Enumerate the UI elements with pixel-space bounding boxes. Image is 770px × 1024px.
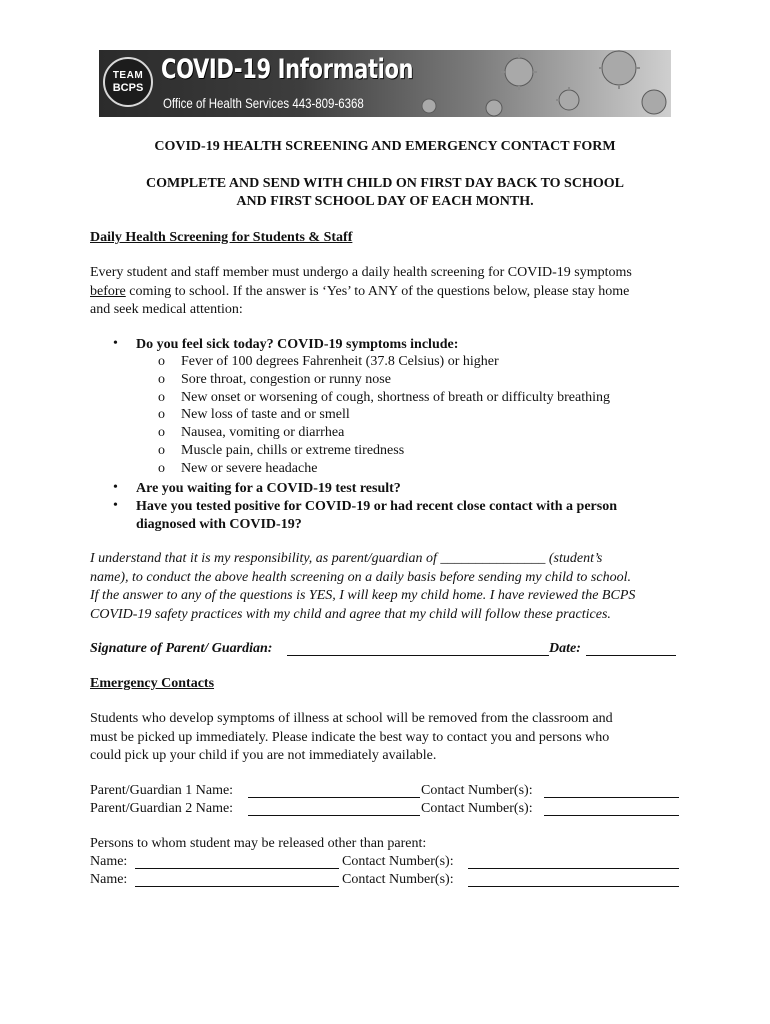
statement-line-3: If the answer to any of the questions is YES, I will keep my child home. I have reviewed the BCPS [90, 588, 636, 603]
intro-line-3: and seek medical attention: [90, 302, 243, 317]
bullet-icon: • [113, 480, 118, 495]
form-title: COVID-19 HEALTH SCREENING AND EMERGENCY CONTACT FORM [154, 139, 616, 154]
instruction-line-1: COMPLETE AND SEND WITH CHILD ON FIRST DAY BACK TO SCHOOL [146, 176, 624, 191]
sub-bullet-icon: o [158, 425, 165, 440]
other-person-2-contact-field[interactable] [468, 874, 679, 887]
intro-line-1: Every student and staff member must undergo a daily health screening for COVID-19 symptoms [90, 265, 632, 280]
other-person-1-name-label: Name: [90, 854, 128, 869]
symptom-item: New or severe headache [181, 461, 318, 476]
sub-bullet-icon: o [158, 372, 165, 387]
banner-subtitle: Office of Health Services 443-809-6368 [163, 95, 364, 111]
statement-line-4: COVID-19 safety practices with my child and agree that my child will follow these practices. [90, 606, 611, 622]
other-person-2-name-label: Name: [90, 872, 128, 887]
screening-intro [90, 264, 690, 320]
symptom-item: Nausea, vomiting or diarrhea [181, 425, 345, 440]
sub-bullet-icon: o [158, 407, 165, 422]
emergency-heading: Emergency Contacts [90, 676, 215, 691]
question-sick-today: Do you feel sick today? COVID-19 symptoms include: [136, 337, 459, 352]
logo-line-1: TEAM [112, 69, 144, 81]
date-field[interactable] [586, 643, 676, 656]
bullet-icon: • [113, 498, 118, 513]
sub-bullet-icon: o [158, 354, 165, 369]
intro-line-2-rest: coming to school. If the answer is ‘Yes’ to ANY of the questions below, please stay home [125, 283, 630, 299]
emergency-line-2: must be picked up immediately. Please indicate the best way to contact you and persons who [90, 729, 610, 745]
statement-line-1-post: (student’s [545, 551, 603, 566]
other-person-2-name-field[interactable] [135, 874, 339, 887]
question-tested-positive-line-2: diagnosed with COVID-19? [136, 517, 302, 532]
emergency-line-3: could pick up your child if you are not immediately available. [90, 748, 437, 763]
other-person-2-contact-label: Contact Number(s): [342, 872, 454, 887]
date-label: Date: [549, 641, 581, 656]
signature-field[interactable] [287, 643, 549, 656]
guardian-2-name-field[interactable] [248, 803, 420, 816]
guardian-1-name-field[interactable] [248, 785, 420, 798]
symptom-item: Muscle pain, chills or extreme tiredness [181, 443, 405, 458]
signature-label: Signature of Parent/ Guardian: [90, 641, 273, 656]
instruction-line-2: AND FIRST SCHOOL DAY OF EACH MONTH. [236, 194, 534, 209]
bullet-icon: • [113, 336, 118, 351]
intro-line-2 [90, 283, 690, 302]
question-tested-positive-line-1: Have you tested positive for COVID-19 or had recent close contact with a person [136, 499, 618, 514]
banner-title: COVID-19 Information [161, 54, 414, 85]
other-person-1-name-field[interactable] [135, 856, 339, 869]
symptom-item: New loss of taste and or smell [181, 407, 350, 422]
emergency-line-1: Students who develop symptoms of illness at school will be removed from the classroom and [90, 711, 613, 726]
logo-line-2: BCPS [112, 81, 144, 94]
symptom-item: Sore throat, congestion or runny nose [181, 372, 391, 387]
statement-line-2: name), to conduct the above health screening on a daily basis before sending my child to school. [90, 569, 631, 585]
guardian-2-contact-field[interactable] [544, 803, 679, 816]
guardian-2-contact-label: Contact Number(s): [421, 801, 533, 816]
parent-statement [90, 550, 700, 624]
statement-line-1 [90, 550, 700, 569]
guardian-2-label: Parent/Guardian 2 Name: [90, 801, 234, 816]
guardian-1-contact-label: Contact Number(s): [421, 783, 533, 798]
other-persons-intro: Persons to whom student may be released other than parent: [90, 836, 427, 851]
symptom-item: New onset or worsening of cough, shortness of breath or difficulty breathing [181, 390, 610, 405]
student-name-blank[interactable]: _______________ [440, 551, 546, 566]
guardian-1-label: Parent/Guardian 1 Name: [90, 783, 234, 798]
team-bcps-logo [103, 57, 153, 107]
sub-bullet-icon: o [158, 390, 165, 405]
sub-bullet-icon: o [158, 461, 165, 476]
question-waiting-test: Are you waiting for a COVID-19 test result? [136, 481, 401, 496]
guardian-1-contact-field[interactable] [544, 785, 679, 798]
sub-bullet-icon: o [158, 443, 165, 458]
covid-info-banner [99, 50, 671, 117]
symptom-item: Fever of 100 degrees Fahrenheit (37.8 Celsius) or higher [181, 354, 499, 369]
other-person-1-contact-field[interactable] [468, 856, 679, 869]
statement-line-1-pre: I understand that it is my responsibility, as parent/guardian of [90, 551, 441, 566]
screening-heading: Daily Health Screening for Students & Staff [90, 230, 353, 245]
before-underlined: before [90, 283, 126, 299]
emergency-intro [90, 710, 690, 766]
other-person-1-contact-label: Contact Number(s): [342, 854, 454, 869]
